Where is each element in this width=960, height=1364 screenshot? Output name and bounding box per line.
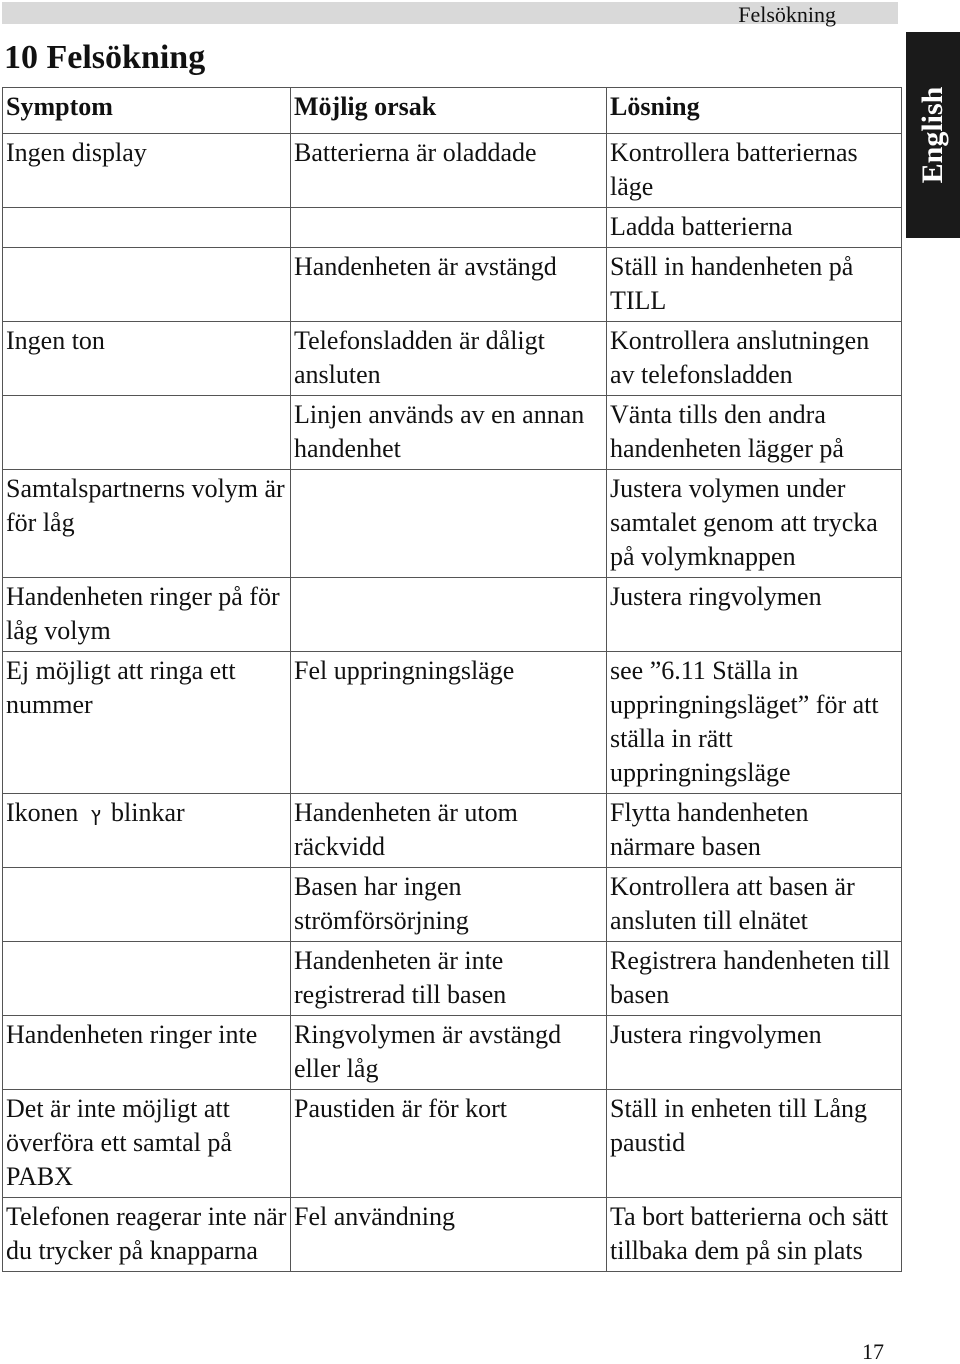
symptom-cell <box>3 868 291 942</box>
cause-cell: Handenheten är utom räckvidd <box>291 794 607 868</box>
cause-cell: Basen har ingen strömförsörjning <box>291 868 607 942</box>
table-row <box>3 1198 902 1272</box>
running-header-title: Felsökning <box>738 2 836 27</box>
language-tab <box>906 32 960 238</box>
table-row <box>3 208 902 248</box>
column-header-solution: Lösning <box>607 88 902 134</box>
table-row <box>3 1016 902 1090</box>
cause-cell: Paustiden är för kort <box>291 1090 607 1198</box>
symptom-cell: Ingen ton <box>3 322 291 396</box>
solution-cell: Flytta handenheten närmare basen <box>607 794 902 868</box>
solution-cell: Ställ in enheten till Lång paustid <box>607 1090 902 1198</box>
cause-cell <box>291 208 607 248</box>
cause-cell <box>291 470 607 578</box>
cause-cell: Handenheten är avstängd <box>291 248 607 322</box>
table-row <box>3 942 902 1016</box>
table-row <box>3 1090 902 1198</box>
symptom-cell: Ej möjligt att ringa ett nummer <box>3 652 291 794</box>
symptom-cell <box>3 396 291 470</box>
cause-cell: Fel uppringningsläge <box>291 652 607 794</box>
solution-cell: Vänta tills den andra handenheten lägger på <box>607 396 902 470</box>
symptom-cell: Samtalspartnerns volym är för låg <box>3 470 291 578</box>
solution-cell: Kontrollera anslutningen av telefonsladden <box>607 322 902 396</box>
table-row <box>3 578 902 652</box>
table-row <box>3 134 902 208</box>
solution-cell: see ”6.11 Ställa in uppringningsläget” för att ställa in rätt uppringningsläge <box>607 652 902 794</box>
cause-cell: Ringvolymen är avstängd eller låg <box>291 1016 607 1090</box>
solution-cell: Ställ in handenheten på TILL <box>607 248 902 322</box>
cause-cell: Linjen används av en annan handenhet <box>291 396 607 470</box>
solution-cell: Justera ringvolymen <box>607 1016 902 1090</box>
solution-cell: Ta bort batterierna och sätt tillbaka dem på sin plats <box>607 1198 902 1272</box>
troubleshooting-table <box>2 87 902 1272</box>
symptom-cell: Telefonen reagerar inte när du trycker på knapparna <box>3 1198 291 1272</box>
table-row <box>3 248 902 322</box>
symptom-cell <box>3 208 291 248</box>
symptom-cell: Handenheten ringer på för låg volym <box>3 578 291 652</box>
table-row <box>3 868 902 942</box>
solution-cell: Justera volymen under samtalet genom att trycka på volymknappen <box>607 470 902 578</box>
symptom-cell <box>3 794 291 868</box>
symptom-cell: Ingen display <box>3 134 291 208</box>
cause-cell: Telefonsladden är dåligt ansluten <box>291 322 607 396</box>
symptom-cell: Det är inte möjligt att överföra ett samtal på PABX <box>3 1090 291 1198</box>
table-row <box>3 794 902 868</box>
table-row <box>3 396 902 470</box>
cause-cell <box>291 578 607 652</box>
column-header-cause: Möjlig orsak <box>291 88 607 134</box>
cause-cell: Fel användning <box>291 1198 607 1272</box>
chapter-title: 10 Felsökning <box>4 39 206 76</box>
antenna-icon: ץ <box>90 802 101 826</box>
solution-cell: Kontrollera batteriernas läge <box>607 134 902 208</box>
table-row <box>3 322 902 396</box>
running-header-bar <box>2 2 898 27</box>
page-number: 17 <box>862 1339 884 1364</box>
symptom-cell <box>3 248 291 322</box>
cause-cell: Batterierna är oladdade <box>291 134 607 208</box>
language-tab-label: English <box>916 86 949 184</box>
solution-cell: Kontrollera att basen är ansluten till elnätet <box>607 868 902 942</box>
symptom-suffix: blinkar <box>111 798 185 827</box>
solution-cell: Registrera handenheten till basen <box>607 942 902 1016</box>
table-row <box>3 652 902 794</box>
table-header-row <box>3 88 902 134</box>
solution-cell: Ladda batterierna <box>607 208 902 248</box>
cause-cell: Handenheten är inte registrerad till basen <box>291 942 607 1016</box>
column-header-symptom: Symptom <box>3 88 291 134</box>
symptom-prefix: Ikonen <box>6 798 79 827</box>
symptom-cell <box>3 942 291 1016</box>
solution-cell: Justera ringvolymen <box>607 578 902 652</box>
symptom-cell: Handenheten ringer inte <box>3 1016 291 1090</box>
table-row <box>3 470 902 578</box>
